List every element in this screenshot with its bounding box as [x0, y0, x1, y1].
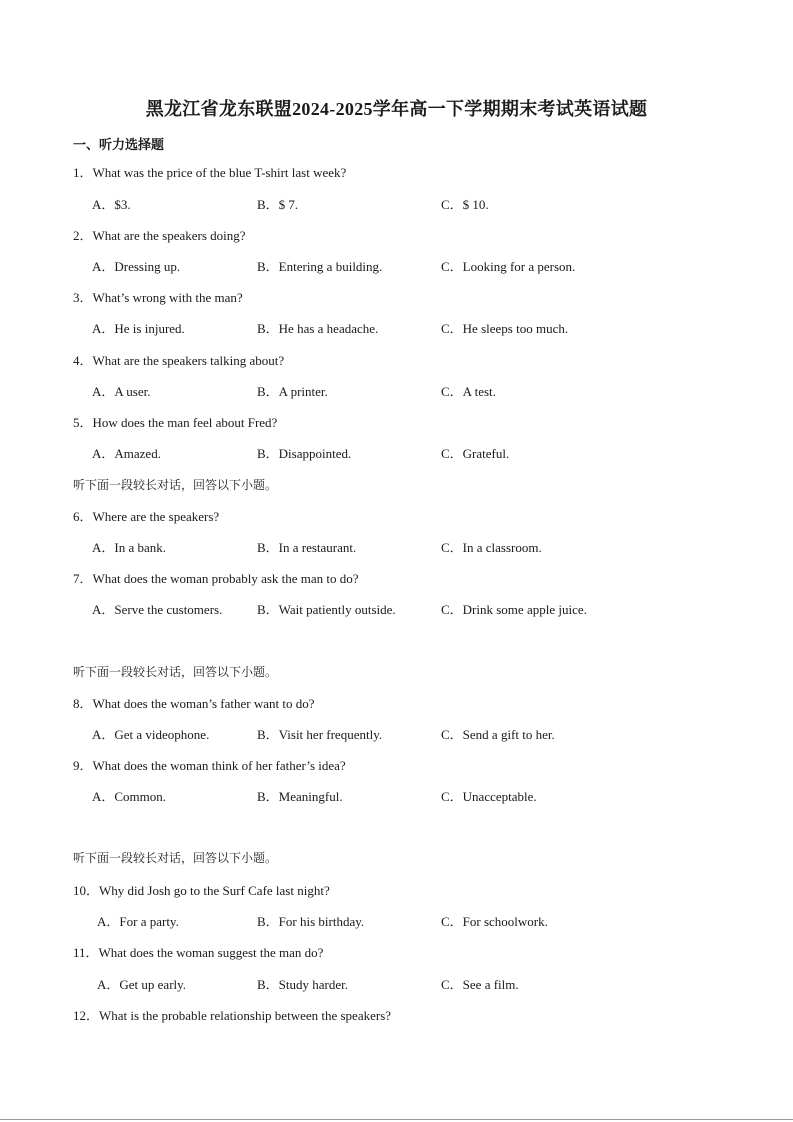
question-5: 5．How does the man feel about Fred? — [73, 415, 278, 430]
question-1: 1．What was the price of the blue T-shirt last week? — [73, 165, 347, 180]
q5-option-c: C．Grateful. — [441, 446, 510, 461]
question-9: 9．What does the woman think of her father’s idea? — [73, 758, 346, 773]
q1-option-a: A．$3. — [92, 197, 131, 212]
question-8: 8．What does the woman’s father want to do? — [73, 696, 315, 711]
question-10: 10．Why did Josh go to the Surf Cafe last night? — [73, 883, 330, 898]
q10-option-c: C．For schoolwork. — [441, 914, 548, 929]
q8-option-b: B．Visit her frequently. — [257, 727, 383, 742]
question-4: 4．What are the speakers talking about? — [73, 353, 285, 368]
q10-option-a: A．For a party. — [97, 914, 179, 929]
q7-option-c: C．Drink some apple juice. — [441, 602, 587, 617]
listening-instruction: 听下面一段较长对话，回答以下小题。 — [73, 851, 278, 865]
q1-option-b: B．$ 7. — [257, 197, 299, 212]
page-title: 黑龙江省龙东联盟2024-2025学年高一下学期期末考试英语试题 — [145, 99, 648, 119]
question-6: 6．Where are the speakers? — [73, 509, 220, 524]
q9-option-c: C．Unacceptable. — [441, 789, 537, 804]
q10-option-b: B．For his birthday. — [257, 914, 365, 929]
question-12: 12．What is the probable relationship between the speakers? — [73, 1008, 392, 1023]
q2-option-a: A．Dressing up. — [92, 259, 181, 274]
q2-option-c: C．Looking for a person. — [441, 259, 576, 274]
q4-option-c: C．A test. — [441, 384, 496, 399]
question-7: 7．What does the woman probably ask the man to do? — [73, 571, 359, 586]
question-11: 11．What does the woman suggest the man do? — [73, 945, 324, 960]
q6-option-c: C．In a classroom. — [441, 540, 542, 555]
q11-option-b: B．Study harder. — [257, 977, 348, 992]
listening-instruction: 听下面一段较长对话，回答以下小题。 — [73, 665, 278, 679]
q6-option-a: A．In a bank. — [92, 540, 167, 555]
q9-option-a: A．Common. — [92, 789, 167, 804]
q4-option-a: A．A user. — [92, 384, 151, 399]
q3-option-b: B．He has a headache. — [257, 321, 379, 336]
q8-option-a: A．Get a videophone. — [92, 727, 210, 742]
question-2: 2．What are the speakers doing? — [73, 228, 246, 243]
q11-option-a: A．Get up early. — [97, 977, 187, 992]
q7-option-a: A．Serve the customers. — [92, 602, 223, 617]
q8-option-c: C．Send a gift to her. — [441, 727, 555, 742]
q11-option-c: C．See a film. — [441, 977, 519, 992]
q5-option-b: B．Disappointed. — [257, 446, 352, 461]
q3-option-a: A．He is injured. — [92, 321, 185, 336]
q1-option-c: C．$ 10. — [441, 197, 489, 212]
q7-option-b: B．Wait patiently outside. — [257, 602, 396, 617]
q9-option-b: B．Meaningful. — [257, 789, 343, 804]
q5-option-a: A．Amazed. — [92, 446, 161, 461]
page-bottom-divider — [0, 1119, 793, 1120]
q3-option-c: C．He sleeps too much. — [441, 321, 569, 336]
section-heading: 一、听力选择题 — [73, 138, 165, 153]
q2-option-b: B．Entering a building. — [257, 259, 383, 274]
q6-option-b: B．In a restaurant. — [257, 540, 357, 555]
question-3: 3．What’s wrong with the man? — [73, 290, 243, 305]
listening-instruction: 听下面一段较长对话，回答以下小题。 — [73, 478, 278, 492]
q4-option-b: B．A printer. — [257, 384, 328, 399]
